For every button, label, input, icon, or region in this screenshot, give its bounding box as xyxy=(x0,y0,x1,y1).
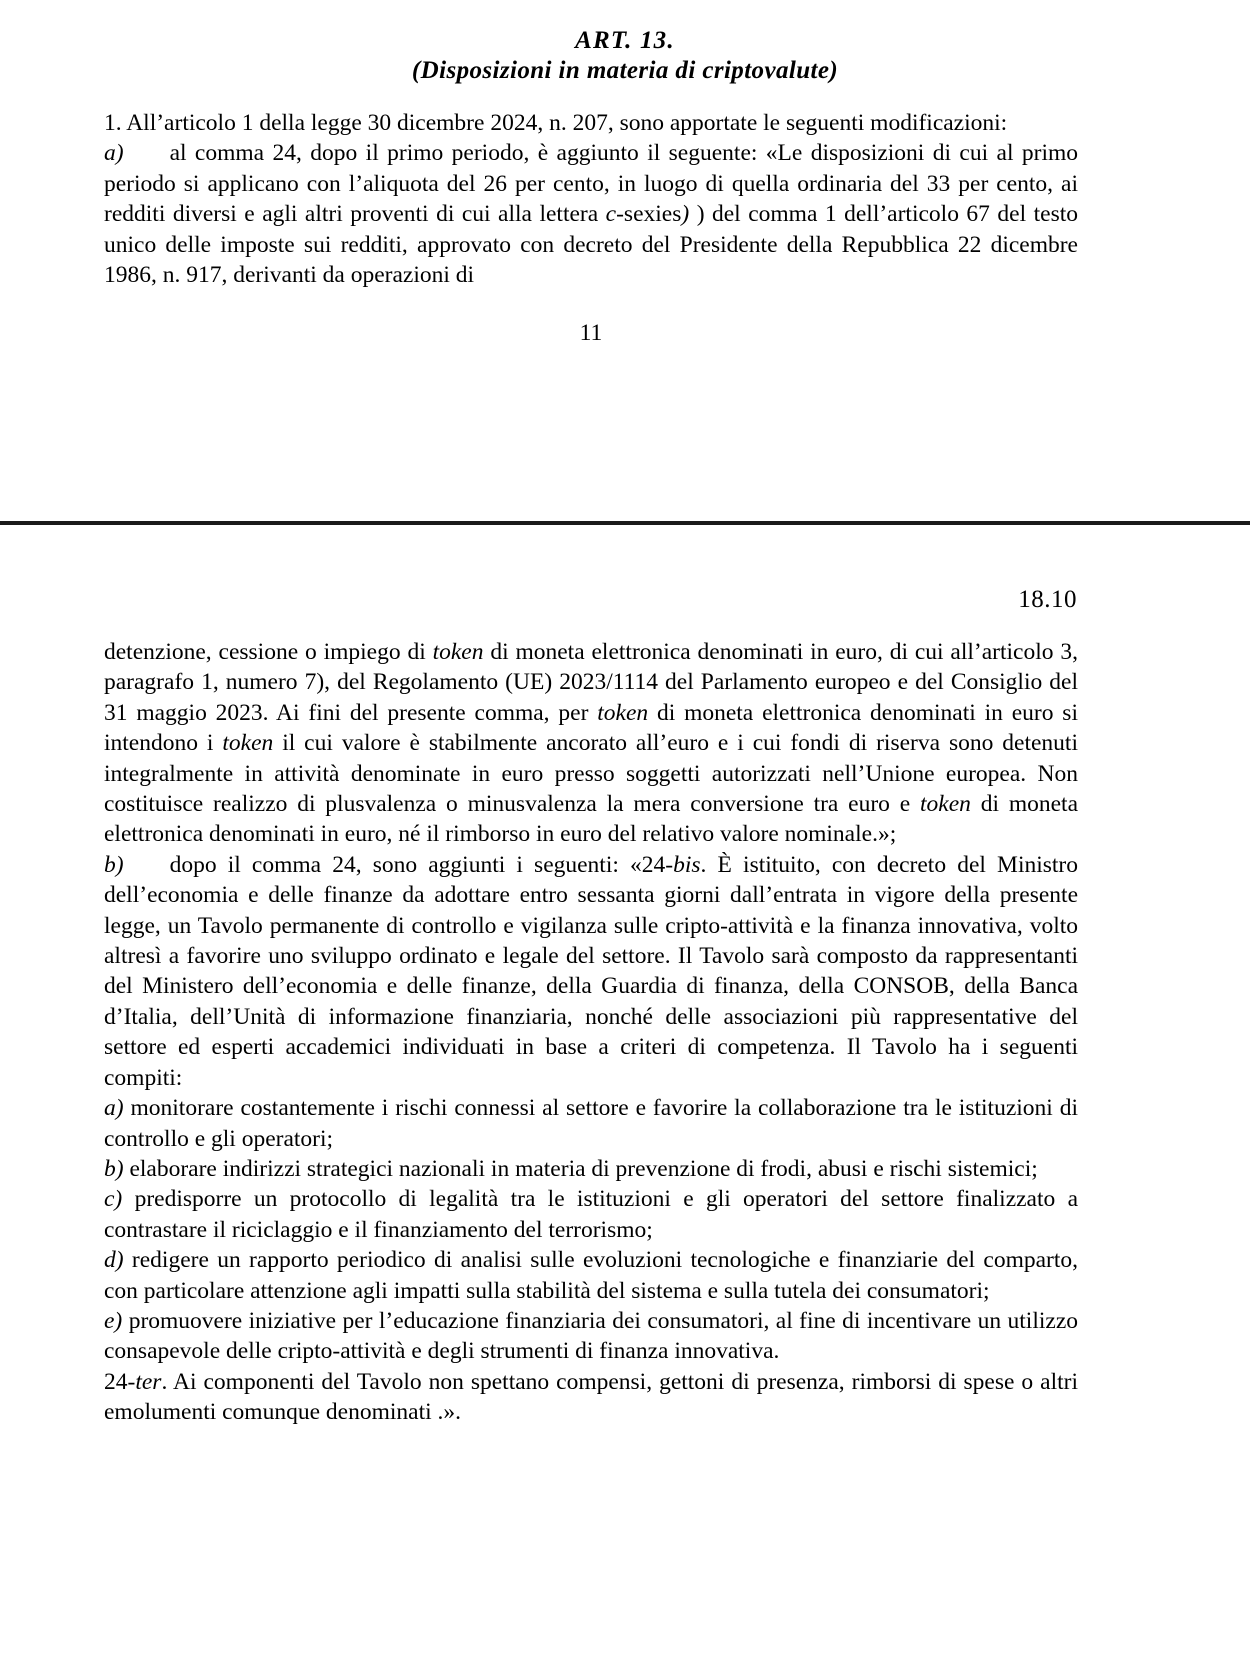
task-item xyxy=(104,1306,1078,1367)
page-two-text-column xyxy=(0,637,1250,1428)
task-text: redigere un rapporto periodico di analisi sulle evoluzioni tecnologiche e finanziarie del comparto, con particolare attenzione agli impatti sulla stabilità del sistema e sulla tutela dei consumatori; xyxy=(104,1247,1079,1304)
continuation-text-3: di moneta elettronica denominati in euro si intendono i xyxy=(104,699,1078,757)
item-b xyxy=(104,850,1078,1093)
task-text: promuovere iniziative per l’educazione finanziaria dei consumatori, al fine di incentivare un utilizzo consapevole delle cripto-attività e degli strumenti di finanza innovativa. xyxy=(104,1307,1079,1365)
task-label: c) xyxy=(104,1186,123,1213)
article-subtitle: (Disposizioni in materia di criptovalute) xyxy=(411,57,839,84)
task-item xyxy=(104,1184,1078,1245)
task-text: elaborare indirizzi strategici nazionali in materia di prevenzione di frodi, abusi e rischi sistemici; xyxy=(129,1155,1038,1182)
page-two-body xyxy=(0,637,1250,1428)
task-label: e) xyxy=(104,1307,123,1334)
continuation-text-4: il cui valore è stabilmente ancorato all’euro e i cui fondi di riserva sono detenuti integralmente in attività denominate in euro presso soggetti autorizzati nell’Unione europea. Non costituisce realizzo di plusvalenza o minusvalenza la mera conversione tra euro e xyxy=(104,730,1078,818)
item-a-text-2 xyxy=(689,201,697,227)
paragraph-1 xyxy=(104,108,1078,138)
token-word-2: token xyxy=(597,699,649,726)
page-separator-rule xyxy=(0,521,1250,525)
task-label: a) xyxy=(104,1095,124,1122)
item-a-sexies: -sexies xyxy=(616,201,682,228)
paragraph-1-text: 1. All’articolo 1 della legge 30 dicembre 2024, n. 207, sono apportate le seguenti modificazioni: xyxy=(104,110,1008,136)
task-label: d) xyxy=(104,1247,124,1274)
item-a xyxy=(104,138,1078,290)
item-b-text-1: dopo il comma 24, sono aggiunti i seguenti: «24- xyxy=(169,851,674,878)
page-one-body xyxy=(0,108,1250,348)
task-item xyxy=(104,1154,1078,1184)
page-two xyxy=(0,529,1250,1656)
closing-prefix: 24- xyxy=(104,1368,136,1395)
continuation-text-1: detenzione, cessione o impiego di xyxy=(104,639,433,665)
article-number: ART. 13. xyxy=(575,27,675,54)
task-text: predisporre un protocollo di legalità tra le istituzioni e gli operatori del settore finalizzato a contrastare il riciclaggio e il finanziamento del terrorismo; xyxy=(104,1186,1078,1243)
closing-paragraph xyxy=(104,1367,1078,1428)
continuation-text-2: di moneta elettronica denominati in euro, di cui all’articolo 3, paragrafo 1, numero 7), del Regolamento (UE) 2023/1114 del Parlamento europeo e del Consiglio del 31 maggio 2023. Ai fini del presente comma, per xyxy=(104,639,1078,726)
item-a-text-1: al comma 24, dopo il primo periodo, è aggiunto il seguente: «Le disposizioni di cui al primo periodo si applicano con l’aliquota del 26 per cento, in luogo di quella ordinaria del 33 per cento, ai redditi diversi e agli altri proventi di cui alla lettera xyxy=(104,140,1078,228)
task-label: b) xyxy=(104,1155,124,1182)
item-a-text-3: ) del comma 1 dell’articolo 67 del testo unico delle imposte sui redditi, approvato con decreto del Presidente della Repubblica 22 dicembre 1986, n. 917, derivanti da operazioni di xyxy=(104,201,1079,289)
continuation-text-5: di moneta elettronica denominati in euro, né il rimborso in euro del relativo valore nominale.»; xyxy=(104,791,1078,848)
token-word-3: token xyxy=(222,730,274,757)
item-b-label: b) xyxy=(104,851,124,878)
item-a-paren: ) xyxy=(681,201,690,228)
page-one xyxy=(0,0,1250,525)
folio-number: 18.10 xyxy=(1018,586,1077,613)
token-word-1: token xyxy=(432,639,484,665)
task-item xyxy=(104,1245,1078,1306)
item-a-letter-c: c xyxy=(605,201,617,228)
page-number: 11 xyxy=(579,320,603,347)
closing-ter: ter xyxy=(135,1368,162,1395)
continuation-paragraph xyxy=(104,637,1078,850)
task-item xyxy=(104,1093,1078,1154)
item-b-bis: bis xyxy=(673,851,701,878)
item-b-text-2: . È istituito, con decreto del Ministro dell’economia e delle finanze da adottare entro sessanta giorni dall’entrata in vigore della presente legge, un Tavolo permanente di controllo e vigilanza sulle cripto-attività e la finanza innovativa, volto altresì a favorire uno sviluppo ordinato e legale del settore. Il Tavolo sarà composto da rappresentanti del Ministero dell’economia e delle finanze, della Guardia di finanza, della CONSOB, della Banca d’Italia, dell’Unità di informazione finanziaria, nonché delle associazioni più rappresentative del settore ed esperti accademici individuati in base a criteri di competenza. Il Tavolo ha i seguenti compiti: xyxy=(104,851,1079,1091)
task-text: monitorare costantemente i rischi connessi al settore e favorire la collaborazione tra le istituzioni di controllo e gli operatori; xyxy=(104,1095,1078,1152)
article-heading xyxy=(0,0,1250,86)
closing-text: . Ai componenti del Tavolo non spettano compensi, gettoni di presenza, rimborsi di spese o altri emolumenti comunque denominati .». xyxy=(104,1368,1078,1426)
item-a-label: a) xyxy=(104,140,124,167)
token-word-4: token xyxy=(920,791,971,818)
